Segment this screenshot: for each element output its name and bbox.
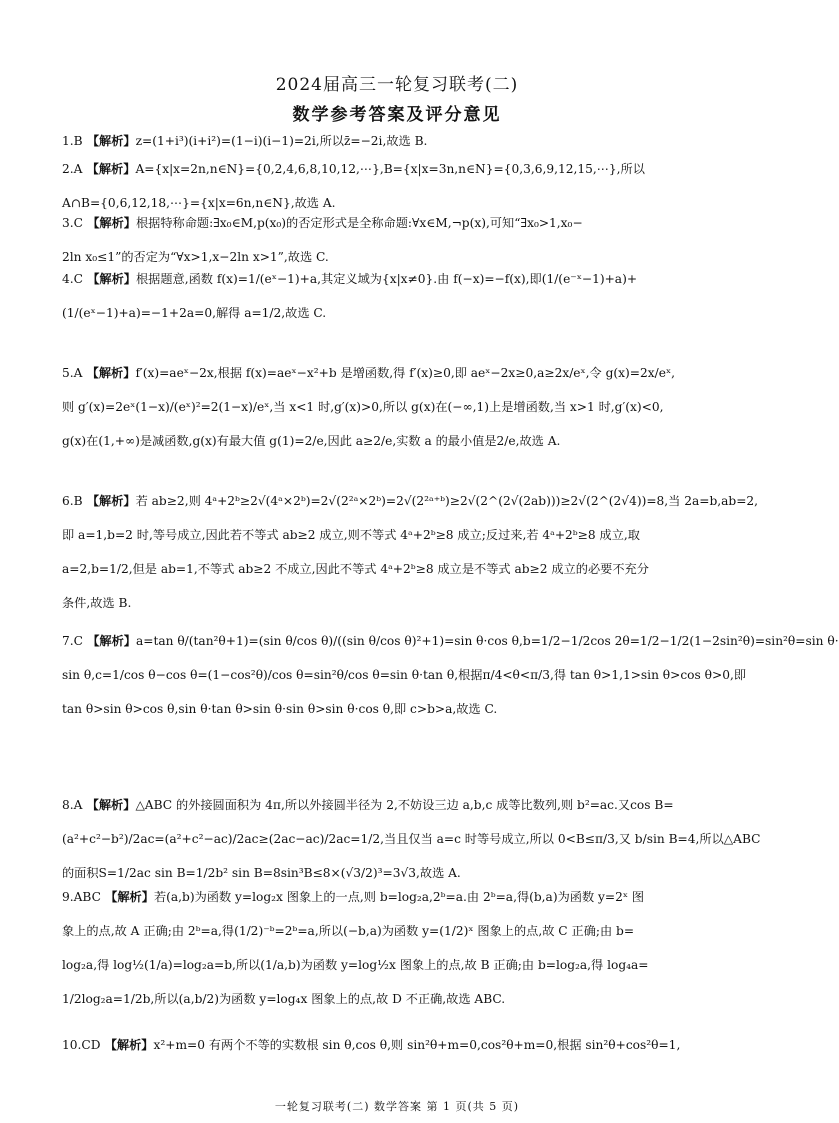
explanation-text: sin θ,c=1/cos θ−cos θ=(1−cos²θ)/cos θ=sin²θ/cos θ=sin θ·tan θ,根据π/4<θ<π/3,得 tan θ>1,1>sin θ>cos θ>0,即 (62, 668, 747, 682)
explanation-line (62, 624, 839, 658)
explanation-line (62, 822, 761, 856)
question-10 (62, 1028, 742, 1062)
analysis-tag: 【解析】 (82, 366, 136, 380)
explanation-line (62, 296, 742, 330)
explanation-line (62, 424, 742, 458)
explanation-text: A∩B={0,6,12,18,⋯}={x|x=6n,n∈N},故选 A. (62, 196, 336, 210)
explanation-text: 根据特称命题:∃x₀∈M,p(x₀)的否定形式是全称命题:∀x∈M,¬p(x),可知“∃x₀>1,x₀− (135, 216, 583, 230)
explanation-line (62, 880, 742, 914)
answer-number: 5.A (62, 366, 83, 380)
question-6 (62, 484, 759, 620)
explanation-line (62, 552, 742, 586)
explanation-text: f′(x)=aeˣ−2x,根据 f(x)=aeˣ−x²+b 是增函数,得 f′(x)≥0,即 aeˣ−2x≥0,a≥2x/eˣ,令 g(x)=2x/eˣ, (135, 366, 676, 380)
question-8 (62, 788, 761, 890)
explanation-line (62, 948, 742, 982)
explanation-text: a=2,b=1/2,但是 ab=1,不等式 ab≥2 不成立,因此不等式 4ᵃ+2ᵇ≥8 成立是不等式 ab≥2 成立的必要不充分 (62, 562, 649, 576)
explanation-text: z=(1+i³)(i+i²)=(1−i)(i−1)=2i,所以z̄=−2i,故选 B. (135, 134, 428, 148)
answer-number: 7.C (62, 634, 83, 648)
analysis-tag: 【解析】 (82, 634, 136, 648)
explanation-text: tan θ>sin θ>cos θ,sin θ·tan θ>sin θ·sin θ>sin θ·cos θ,即 c>b>a,故选 C. (62, 702, 498, 716)
explanation-text: log₂a,得 log½(1/a)=log₂a=b,所以(1/a,b)为函数 y=log½x 图象上的点,故 B 正确;由 b=log₂a,得 log₄a= (62, 958, 649, 972)
analysis-tag: 【解析】 (82, 162, 136, 176)
explanation-text: 的面积S=1/2ac sin B=1/2b² sin B=8sin³B≤8×(√3/2)³=3√3,故选 A. (62, 866, 461, 880)
answer-number: 10.CD (62, 1038, 101, 1052)
page-footer: 一轮复习联考(二) 数学答案 第 1 页(共 5 页) (274, 1100, 520, 1113)
explanation-line (62, 152, 742, 186)
question-9 (62, 880, 742, 1016)
analysis-tag: 【解析】 (100, 1038, 154, 1052)
explanation-text: a=tan θ/(tan²θ+1)=(sin θ/cos θ)/((sin θ/cos θ)²+1)=sin θ·cos θ,b=1/2−1/2cos 2θ=1/2−1/2(1−2sin²θ)=sin²θ=sin θ· (135, 634, 839, 648)
analysis-tag: 【解析】 (100, 890, 154, 904)
explanation-text: 条件,故选 B. (62, 596, 132, 610)
answer-number: 1.B (62, 134, 83, 148)
explanation-text: g(x)在(1,+∞)是减函数,g(x)有最大值 g(1)=2/e,因此 a≥2/e,实数 a 的最小值是2/e,故选 A. (62, 434, 561, 448)
answer-number: 8.A (62, 798, 83, 812)
explanation-line (62, 1028, 742, 1062)
explanation-line (62, 658, 747, 692)
explanation-line (62, 518, 742, 552)
explanation-text: A={x|x=2n,n∈N}={0,2,4,6,8,10,12,⋯},B={x|x=3n,n∈N}={0,3,6,9,12,15,⋯},所以 (135, 162, 645, 176)
explanation-line (62, 788, 742, 822)
explanation-text: (1/(eˣ−1)+a)=−1+2a=0,解得 a=1/2,故选 C. (62, 306, 327, 320)
explanation-line (62, 982, 742, 1016)
answer-number: 2.A (62, 162, 83, 176)
explanation-text: △ABC 的外接圆面积为 4π,所以外接圆半径为 2,不妨设三边 a,b,c 成等比数列,则 b²=ac.又cos B= (135, 798, 674, 812)
question-4 (62, 262, 742, 330)
explanation-line (62, 692, 742, 726)
explanation-text: 2ln x₀≤1”的否定为“∀x>1,x−2ln x>1”,故选 C. (62, 250, 329, 264)
explanation-line (62, 206, 742, 240)
explanation-text: 即 a=1,b=2 时,等号成立,因此若不等式 ab≥2 成立,则不等式 4ᵃ+2ᵇ≥8 成立;反过来,若 4ᵃ+2ᵇ≥8 成立,取 (62, 528, 640, 542)
explanation-text: 1/2log₂a=1/2b,所以(a,b/2)为函数 y=log₄x 图象上的点,故 D 不正确,故选 ABC. (62, 992, 506, 1006)
explanation-line (62, 262, 742, 296)
explanation-line (62, 914, 742, 948)
analysis-tag: 【解析】 (82, 216, 136, 230)
explanation-line (62, 586, 742, 620)
explanation-text: 象上的点,故 A 正确;由 2ᵇ=a,得(1/2)⁻ᵇ=2ᵇ=a,所以(−b,a)为函数 y=(1/2)ˣ 图象上的点,故 C 正确;由 b= (62, 924, 635, 938)
answer-number: 9.ABC (62, 890, 101, 904)
answer-key-subtitle: 数学参考答案及评分意见 (292, 105, 502, 125)
explanation-text: 若(a,b)为函数 y=log₂x 图象上的一点,则 b=log₂a,2ᵇ=a.由 2ᵇ=a,得(b,a)为函数 y=2ˣ 图 (153, 890, 645, 904)
answer-number: 4.C (62, 272, 83, 286)
explanation-text: 则 g′(x)=2eˣ(1−x)/(eˣ)²=2(1−x)/eˣ,当 x<1 时,g′(x)>0,所以 g(x)在(−∞,1)上是增函数,当 x>1 时,g′(x)<0, (62, 400, 664, 414)
exam-title: 2024届高三一轮复习联考(二) (275, 75, 519, 95)
explanation-line (62, 356, 742, 390)
analysis-tag: 【解析】 (82, 798, 136, 812)
question-5 (62, 356, 742, 458)
explanation-text: 若 ab≥2,则 4ᵃ+2ᵇ≥2√(4ᵃ×2ᵇ)=2√(2²ᵃ×2ᵇ)=2√(2²ᵃ⁺ᵇ)≥2√(2^(2√(2ab)))≥2√(2^(2√4))=8,当 2a=b,ab=2, (135, 494, 759, 508)
explanation-text: (a²+c²−b²)/2ac=(a²+c²−ac)/2ac≥(2ac−ac)/2ac=1/2,当且仅当 a=c 时等号成立,所以 0<B≤π/3,又 b/sin B=4,所以△ABC (62, 832, 761, 846)
answer-number: 6.B (62, 494, 83, 508)
analysis-tag: 【解析】 (82, 272, 136, 286)
explanation-text: x²+m=0 有两个不等的实数根 sin θ,cos θ,则 sin²θ+m=0,cos²θ+m=0,根据 sin²θ+cos²θ=1, (153, 1038, 681, 1052)
analysis-tag: 【解析】 (82, 494, 136, 508)
question-7 (62, 624, 839, 726)
explanation-line (62, 484, 759, 518)
analysis-tag: 【解析】 (82, 134, 136, 148)
explanation-line (62, 390, 742, 424)
answer-number: 3.C (62, 216, 83, 230)
explanation-text: 根据题意,函数 f(x)=1/(eˣ−1)+a,其定义域为{x|x≠0}.由 f(−x)=−f(x),即(1/(e⁻ˣ−1)+a)+ (135, 272, 638, 286)
